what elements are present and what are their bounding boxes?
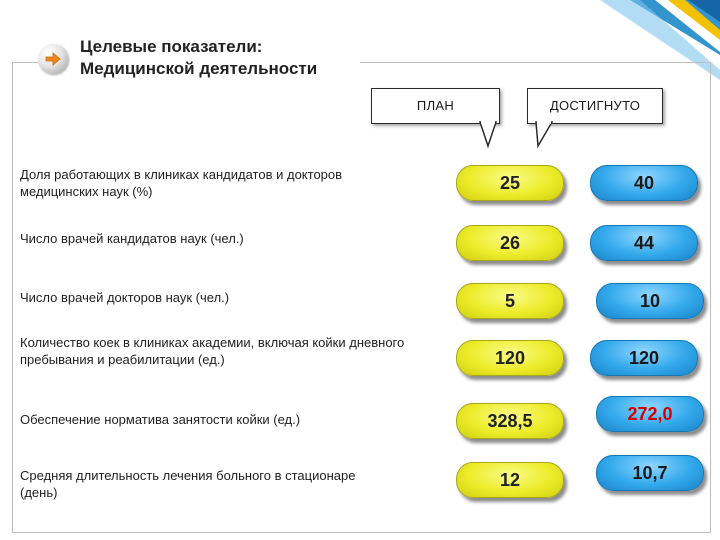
- page-title-line1: Целевые показатели:: [80, 37, 263, 56]
- plan-value-treatment-duration: 12: [456, 462, 564, 498]
- plan-value-candidates: 26: [456, 225, 564, 261]
- row-label-bed-occupancy: Обеспечение норматива занятости койки (ед.): [20, 412, 301, 427]
- plan-callout-tail: [478, 120, 508, 150]
- arrow-right-circle-icon: [38, 44, 68, 74]
- page-title: [80, 36, 317, 80]
- row-label-beds: Количество коек в клиниках академии, включая койки дневного пребывания и реабилитации (ед.): [20, 335, 405, 367]
- plan-column-header: ПЛАН: [371, 88, 500, 124]
- achieved-value-doctors-of-science: 10: [596, 283, 704, 319]
- achieved-value-treatment-duration: 10,7: [596, 455, 704, 491]
- plan-value-doctors-share: 25: [456, 165, 564, 201]
- page-title-line2: Медицинской деятельности: [80, 59, 318, 78]
- row-label-treatment-duration: Средняя длительность лечения больного в стационаре (день): [20, 468, 356, 500]
- achieved-value-doctors-share: 40: [590, 165, 698, 201]
- achieved-column-header: ДОСТИГНУТО: [527, 88, 663, 124]
- achieved-value-beds: 120: [590, 340, 698, 376]
- achieved-value-candidates: 44: [590, 225, 698, 261]
- plan-value-beds: 120: [456, 340, 564, 376]
- achieved-value-bed-occupancy: 272,0: [596, 396, 704, 432]
- row-label-doctors-share: Доля работающих в клиниках кандидатов и докторов медицинских наук (%): [20, 167, 343, 199]
- achieved-callout-tail: [532, 120, 562, 150]
- plan-value-bed-occupancy: 328,5: [456, 403, 564, 439]
- row-label-candidates: Число врачей кандидатов наук (чел.): [20, 231, 244, 246]
- plan-value-doctors-of-science: 5: [456, 283, 564, 319]
- row-label-doctors-of-science: Число врачей докторов наук (чел.): [20, 290, 230, 305]
